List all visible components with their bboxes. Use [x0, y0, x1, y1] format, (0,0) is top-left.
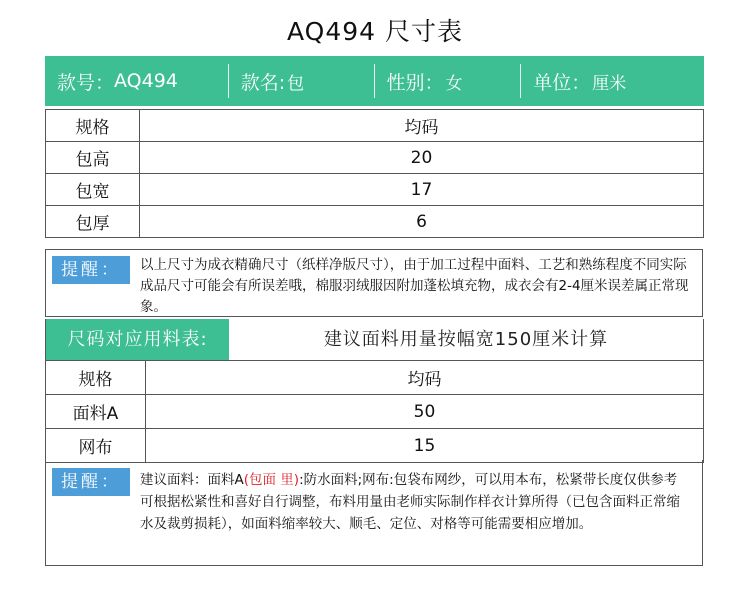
style-name-value: 包: [287, 73, 305, 94]
gender-cell: [375, 56, 521, 106]
page-title: AQ494 尺寸表: [286, 17, 463, 46]
style-name-label: 款名:: [240, 71, 286, 94]
unit-value: 厘米: [592, 73, 627, 94]
fabric-reminder-box: [45, 460, 703, 566]
table-row: [46, 429, 704, 463]
unit-label: 单位：: [533, 71, 591, 94]
reminder-text: 以上尺寸为成衣精确尺寸（纸样净版尺寸），由于加工过程中面料、工艺和熟练程度不同实际成品尺寸可能会有所误差哦，棉服羽绒服因附加蓬松填充物，成衣会有2-4厘米误差属正常现象。: [140, 257, 689, 315]
size-reminder-box: [45, 249, 703, 317]
reminder-tag: 提醒：: [52, 468, 130, 496]
row-value: 17: [140, 174, 704, 206]
row-label: 网布: [46, 429, 146, 463]
reminder-text-b: :防水面料;网布:包袋布网纱，可以用本布，松紧带长度仅供参考可根据松紧性和喜好自行调整，布料用量由老师实际制作样衣计算所得（已包含面料正常缩水及裁剪损耗），如面料缩率较大、顺毛、定位、对格等可能需要相应增加。: [140, 472, 680, 532]
size-table: [45, 109, 704, 238]
table-row: [46, 174, 704, 206]
product-info-bar: [45, 56, 704, 106]
style-number-cell: [45, 56, 228, 106]
gender-value: 女: [445, 73, 463, 94]
style-number-value: AQ494: [114, 70, 178, 92]
table-header-row: [46, 361, 704, 395]
table-header-cell: 规格: [46, 361, 146, 395]
table-row: [46, 206, 704, 238]
reminder-highlight: (包面 里): [243, 472, 300, 488]
row-label: 包厚: [46, 206, 140, 238]
table-header-row: [46, 110, 704, 142]
row-label: 包宽: [46, 174, 140, 206]
gender-label: 性别：: [386, 71, 444, 94]
style-number-label: 款号：: [57, 71, 115, 94]
row-value: 6: [140, 206, 704, 238]
row-value: 15: [146, 429, 704, 463]
table-row: [46, 142, 704, 174]
row-value: 20: [140, 142, 704, 174]
table-header-cell: 均码: [140, 110, 704, 142]
table-header-cell: 规格: [46, 110, 140, 142]
reminder-text-a: 建议面料：面料A: [140, 472, 244, 488]
reminder-tag: 提醒：: [52, 256, 130, 284]
fabric-usage-tag: 尺码对应用料表:: [46, 319, 229, 360]
row-value: 50: [146, 395, 704, 429]
table-row: [46, 395, 704, 429]
row-label: 面料A: [46, 395, 146, 429]
unit-cell: [521, 56, 704, 106]
fabric-usage-header: [45, 319, 704, 360]
row-label: 包高: [46, 142, 140, 174]
fabric-usage-text: 建议面料用量按幅宽150厘米计算: [323, 329, 609, 350]
table-header-cell: 均码: [146, 361, 704, 395]
style-name-cell: [229, 56, 374, 106]
fabric-table: [45, 360, 704, 463]
reminder-text: [140, 469, 690, 535]
